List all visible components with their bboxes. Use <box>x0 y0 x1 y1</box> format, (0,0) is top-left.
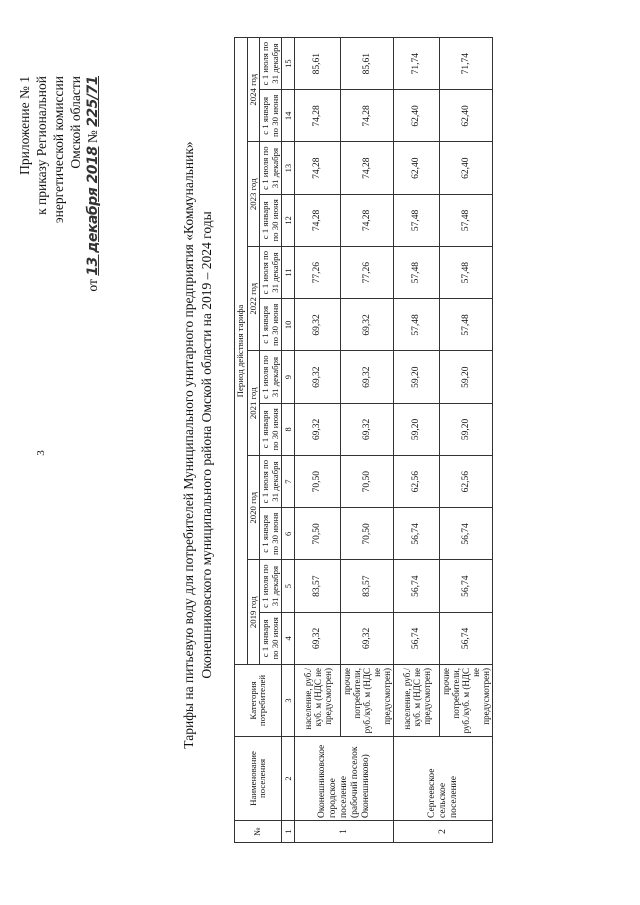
tariff-value: 85,61 <box>341 38 394 90</box>
order-date: 13 декабря 2018 <box>85 146 101 276</box>
column-number: 10 <box>282 299 295 351</box>
tariff-value: 56,74 <box>440 508 493 560</box>
tariff-value: 69,32 <box>295 403 341 455</box>
header-first-half: с 1 января по 30 июня <box>260 194 282 246</box>
tariff-value: 62,40 <box>394 142 440 194</box>
column-number: 4 <box>282 612 295 664</box>
column-number: 1 <box>282 821 295 843</box>
tariff-value: 59,20 <box>394 403 440 455</box>
tariff-value: 69,32 <box>341 403 394 455</box>
column-number: 15 <box>282 38 295 90</box>
header-first-half: с 1 января по 30 июня <box>260 612 282 664</box>
tariff-value: 74,28 <box>295 142 341 194</box>
tariff-value: 74,28 <box>341 142 394 194</box>
tariff-value: 62,56 <box>440 456 493 508</box>
header-year-2021: 2021 год <box>247 351 260 456</box>
table-row <box>440 38 493 843</box>
tariff-value: 56,74 <box>394 560 440 612</box>
header-first-half: с 1 января по 30 июня <box>260 403 282 455</box>
consumer-category: прочие потребители, руб./куб. м (НДС не предусмотрен) <box>440 665 493 737</box>
tariff-value: 59,20 <box>394 351 440 403</box>
tariff-value: 57,48 <box>440 194 493 246</box>
header-year-2020: 2020 год <box>247 456 260 561</box>
header-first-half: с 1 января по 30 июня <box>260 299 282 351</box>
tariff-value: 77,26 <box>295 247 341 299</box>
tariff-value: 59,20 <box>440 403 493 455</box>
header-year-2019: 2019 год <box>247 560 260 665</box>
tariff-value: 77,26 <box>341 247 394 299</box>
table-row <box>394 38 440 843</box>
consumer-category: население, руб./куб. м (НДС не предусмотрен) <box>394 665 440 737</box>
tariff-value: 62,40 <box>440 90 493 142</box>
header-no: № <box>235 821 282 843</box>
appendix-line-1: Приложение № 1 <box>17 76 32 175</box>
tariff-value: 83,57 <box>341 560 394 612</box>
tariff-value: 56,74 <box>440 612 493 664</box>
tariff-table <box>234 37 493 843</box>
settlement-name: Оконешниковское городское поселение (рабочий поселок Оконешниково) <box>295 737 394 821</box>
column-number: 5 <box>282 560 295 612</box>
header-second-half: с 1 июля по 31 декабря <box>260 351 282 403</box>
appendix-from: от <box>85 279 100 292</box>
tariff-value: 70,50 <box>295 508 341 560</box>
tariff-value: 71,74 <box>440 38 493 90</box>
tariff-value: 59,20 <box>440 351 493 403</box>
header-second-half: с 1 июля по 31 декабря <box>260 456 282 508</box>
header-year-2022: 2022 год <box>247 247 260 352</box>
consumer-category: население, руб./куб. м (НДС не предусмотрен) <box>295 665 341 737</box>
tariff-value: 56,74 <box>394 508 440 560</box>
tariff-value: 62,56 <box>394 456 440 508</box>
tariff-value: 57,48 <box>394 299 440 351</box>
tariff-value: 57,48 <box>394 247 440 299</box>
header-second-half: с 1 июля по 31 декабря <box>260 38 282 90</box>
column-number: 8 <box>282 403 295 455</box>
row-number: 2 <box>394 821 493 843</box>
tariff-value: 71,74 <box>394 38 440 90</box>
header-second-half: с 1 июля по 31 декабря <box>260 247 282 299</box>
tariff-value: 74,28 <box>341 90 394 142</box>
column-number: 6 <box>282 508 295 560</box>
column-number: 2 <box>282 737 295 821</box>
tariff-value: 56,74 <box>394 612 440 664</box>
tariff-value: 69,32 <box>295 299 341 351</box>
tariff-value: 69,32 <box>295 612 341 664</box>
tariff-value: 62,40 <box>394 90 440 142</box>
tariff-value: 74,28 <box>295 194 341 246</box>
column-number: 13 <box>282 142 295 194</box>
column-number: 3 <box>282 665 295 737</box>
tariff-value: 69,32 <box>341 299 394 351</box>
title-line-2: Оконешниковского муниципального района Омской области на 2019 – 2024 годы <box>199 211 214 679</box>
tariff-value: 74,28 <box>341 194 394 246</box>
table-row <box>341 38 394 843</box>
column-number: 12 <box>282 194 295 246</box>
consumer-category: прочие потребители, руб./куб. м (НДС не предусмотрен) <box>341 665 394 737</box>
tariff-value: 70,50 <box>341 508 394 560</box>
appendix-order-line <box>84 76 102 316</box>
title-line-1: Тарифы на питьевую воду для потребителей Муниципального унитарного предприятия «Коммунальник» <box>181 141 196 749</box>
table-row <box>295 38 341 843</box>
page-number: 3 <box>34 450 47 456</box>
column-number: 11 <box>282 247 295 299</box>
header-category: Категория потребителей <box>235 665 282 737</box>
tariff-value: 70,50 <box>295 456 341 508</box>
header-second-half: с 1 июля по 31 декабря <box>260 142 282 194</box>
header-year-2023: 2023 год <box>247 142 260 247</box>
header-first-half: с 1 января по 30 июня <box>260 508 282 560</box>
tariff-value: 57,48 <box>440 299 493 351</box>
tariff-table-wrapper <box>234 37 493 843</box>
header-first-half: с 1 января по 30 июня <box>260 90 282 142</box>
tariff-value: 57,48 <box>440 247 493 299</box>
header-period: Период действия тарифа <box>235 38 248 665</box>
column-number: 9 <box>282 351 295 403</box>
tariff-value: 69,32 <box>341 612 394 664</box>
row-number: 1 <box>295 821 394 843</box>
tariff-value: 85,61 <box>295 38 341 90</box>
order-number: 225/71 <box>85 76 101 127</box>
tariff-value: 70,50 <box>341 456 394 508</box>
tariff-value: 69,32 <box>341 351 394 403</box>
tariff-value: 69,32 <box>295 351 341 403</box>
tariff-value: 57,48 <box>394 194 440 246</box>
header-settlement: Наименование поселения <box>235 737 282 821</box>
tariff-value: 83,57 <box>295 560 341 612</box>
appendix-no-sign: № <box>85 130 100 144</box>
appendix-line-2: к приказу Региональной <box>34 76 49 215</box>
tariff-value: 74,28 <box>295 90 341 142</box>
appendix-line-4: Омской области <box>68 76 83 169</box>
settlement-name: Сергеевское сельское поселение <box>394 737 493 821</box>
appendix-line-3: энергетической комиссии <box>51 76 66 224</box>
header-year-2024: 2024 год <box>247 38 260 143</box>
column-number: 7 <box>282 456 295 508</box>
column-number: 14 <box>282 90 295 142</box>
header-second-half: с 1 июля по 31 декабря <box>260 560 282 612</box>
tariff-value: 62,40 <box>440 142 493 194</box>
appendix-block <box>16 76 102 316</box>
tariff-value: 56,74 <box>440 560 493 612</box>
document-title <box>180 85 216 805</box>
